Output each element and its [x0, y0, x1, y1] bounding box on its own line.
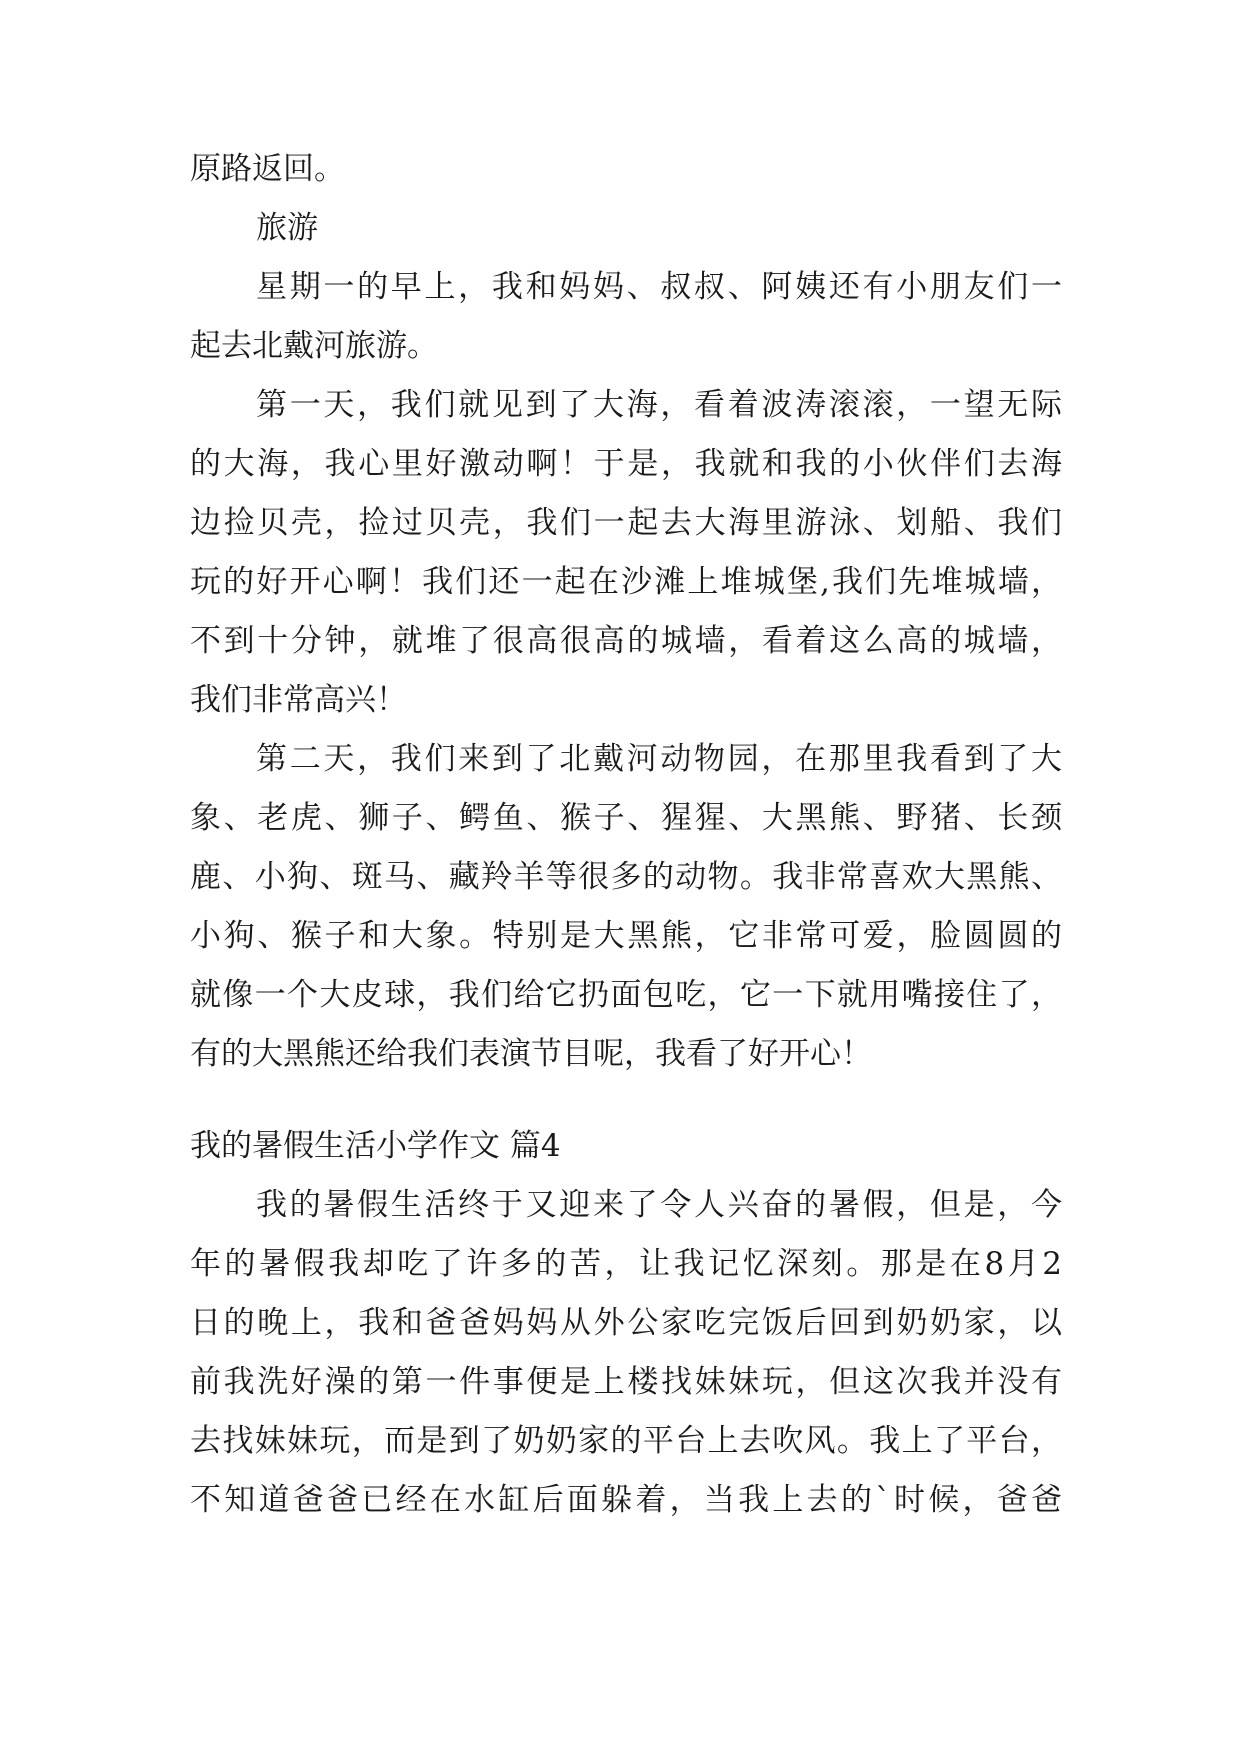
paragraph-line: 第二天，我们来到了北戴河动物园，在那里我看到了大 [256, 741, 1062, 777]
paragraph-line: 日的晚上，我和爸爸妈妈从外公家吃完饭后回到奶奶家，以 [190, 1305, 1062, 1341]
text-line: 原路返回。 [190, 151, 345, 187]
paragraph-line: 鹿、小狗、斑马、藏羚羊等很多的动物。我非常喜欢大黑熊、 [190, 859, 1062, 895]
paragraph-line: 起去北戴河旅游。 [190, 328, 438, 364]
paragraph-line: 我的暑假生活终于又迎来了令人兴奋的暑假，但是，今 [256, 1187, 1062, 1223]
paragraph-line: 玩的好开心啊！我们还一起在沙滩上堆城堡,我们先堆城墙， [190, 564, 1062, 600]
paragraph-line: 不到十分钟，就堆了很高很高的城墙，看着这么高的城墙， [190, 623, 1062, 659]
section-title: 我的暑假生活小学作文 篇4 [190, 1128, 561, 1164]
paragraph-line: 年的暑假我却吃了许多的苦，让我记忆深刻。那是在8月2 [190, 1246, 1062, 1282]
subheading-travel: 旅游 [256, 210, 318, 246]
paragraph-line: 星期一的早上，我和妈妈、叔叔、阿姨还有小朋友们一 [256, 269, 1062, 305]
paragraph-line: 就像一个大皮球，我们给它扔面包吃，它一下就用嘴接住了， [190, 977, 1062, 1013]
paragraph-line: 第一天，我们就见到了大海，看着波涛滚滚，一望无际 [256, 387, 1062, 423]
paragraph-line: 去找妹妹玩，而是到了奶奶家的平台上去吹风。我上了平台， [190, 1423, 1062, 1459]
paragraph-line: 象、老虎、狮子、鳄鱼、猴子、猩猩、大黑熊、野猪、长颈 [190, 800, 1062, 836]
paragraph-line: 的大海，我心里好激动啊！于是，我就和我的小伙伴们去海 [190, 446, 1062, 482]
paragraph-line: 有的大黑熊还给我们表演节目呢，我看了好开心！ [190, 1036, 872, 1072]
paragraph-line: 我们非常高兴！ [190, 682, 407, 718]
paragraph-line: 小狗、猴子和大象。特别是大黑熊，它非常可爱，脸圆圆的 [190, 918, 1062, 954]
paragraph-line: 不知道爸爸已经在水缸后面躲着，当我上去的`时候，爸爸 [190, 1482, 1062, 1518]
paragraph-line: 边捡贝壳，捡过贝壳，我们一起去大海里游泳、划船、我们 [190, 505, 1062, 541]
paragraph-line: 前我洗好澡的第一件事便是上楼找妹妹玩，但这次我并没有 [190, 1364, 1062, 1400]
